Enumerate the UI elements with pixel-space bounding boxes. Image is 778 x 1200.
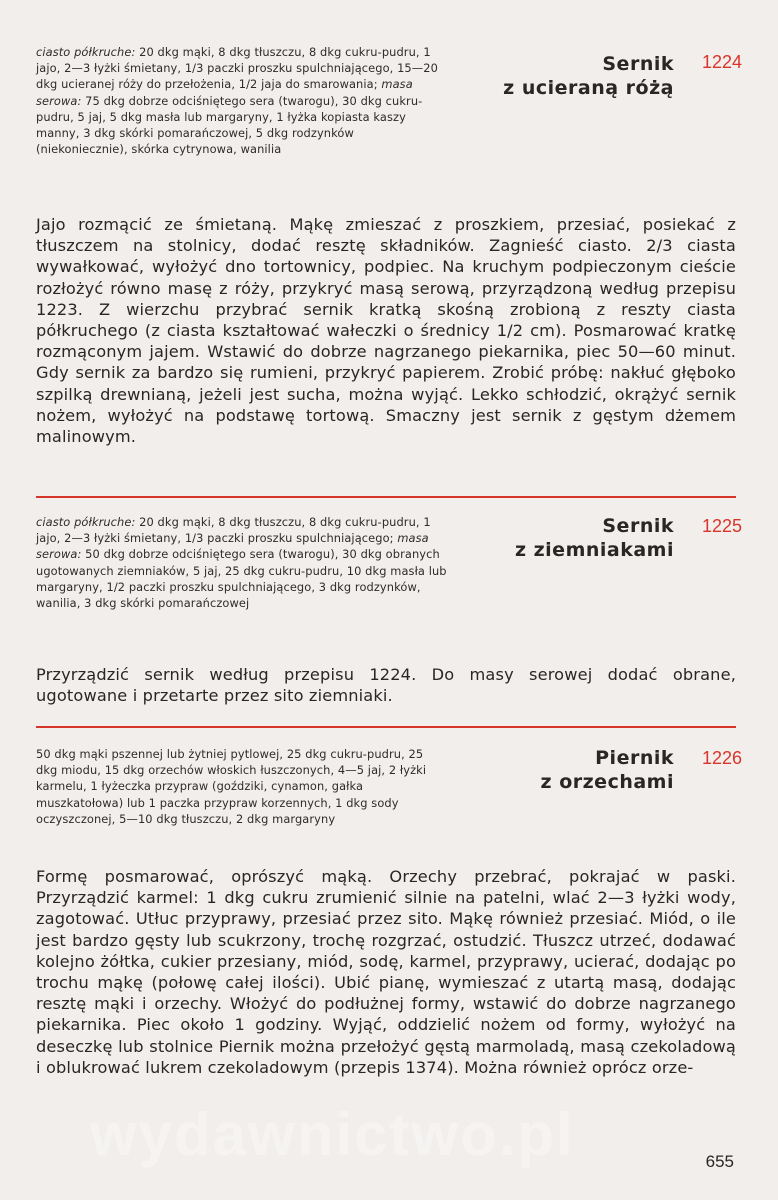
ingredients-text: 75 dkg dobrze odciśniętego sera (twarogu), 30 dkg cukru-pudru, 5 jaj, 5 dkg masła lub margaryny, 1 łyżka kopiasta kaszy manny, 3 dkg skórki pomarańczowej, 5 dkg rodzynków (niekoniecznie), skórka cytrynowa, wanilia (36, 93, 423, 157)
page-number: 655 (705, 1152, 734, 1171)
recipe-number: 1224 (701, 52, 742, 72)
recipe-number: 1226 (701, 748, 742, 768)
ingredients-text: 50 dkg mąki pszennej lub żytniej pytlowej, 25 dkg cukru-pudru, 25 dkg miodu, 15 dkg orzechów włoskich łuszczonych, 4—5 jaj, 2 łyżki karmelu, 1 łyżeczka przypraw (goździki, cynamon, gałka muszkatołowa) lub 1 paczka przypraw korzennych, 1 dkg sody oczyszczonej, 5—10 dkg tłuszczu, 2 dkg margaryny (36, 747, 427, 826)
section-divider (36, 726, 736, 728)
recipe-title-line2: z ziemniakami (514, 539, 674, 561)
recipe-title (541, 746, 674, 794)
recipe-title-line1: Sernik (602, 53, 674, 75)
recipe-title-line1: Sernik (602, 515, 674, 537)
recipe-title-line1: Piernik (595, 747, 674, 769)
ingredients-label: masa serowa: (36, 531, 429, 562)
recipe-1224 (36, 44, 742, 484)
ingredients-text: 50 dkg dobrze odciśniętego sera (twarogu), 30 dkg obranych ugotowanych ziemniaków, 5 jaj, 25 dkg cukru-pudru, 10 dkg masła lub margaryny, 1/2 paczki proszku spulchniającego, 3 dkg rodzynków, wanilia, 3 dkg skórki pomarańczowej (36, 547, 447, 611)
ingredients-label: ciasto półkruche: (36, 515, 136, 529)
recipe-title (503, 52, 674, 100)
recipe-1225 (36, 514, 742, 714)
recipe-title (515, 514, 674, 562)
ingredients-text: 20 dkg mąki, 8 dkg tłuszczu, 8 dkg cukru-pudru, 1 jajo, 2—3 łyżki śmietany, 1/3 paczki proszku spulchniającego; (36, 515, 431, 546)
recipe-method: Jajo rozmącić ze śmietaną. Mąkę zmieszać z proszkiem, przesiać, posiekać z tłuszczem na stolnicy, dodać resztę składników. Zagnieść ciasto. 2/3 ciasta wywałkować, wyłożyć dno tortownicy, podpiec. Na kruchym podpieczonym cieście rozłożyć równo masę z róży, przykryć masą serową, przyrządzoną według przepisu 1223. Z wierzchu przybrać sernik kratką skośną zrobioną z reszty ciasta półkruchego (z ciasta kształtować wałeczki o średnicy 1/2 cm). Posmarować kratkę rozmąconym jajem. Wstawić do dobrze nagrzanego piekarnika, piec 50—60 minut. Gdy sernik za bardzo się rumieni, przykryć papierem. Zrobić próbę: nakłuć głęboko szpilką drewnianą, jeżeli jest sucha, można wyjąć. Lekko schłodzić, okrążyć sernik nożem, wyłożyć na podstawę tortową. Smaczny jest sernik z gęstym dżemem malinowym. (36, 215, 736, 447)
recipe-title-line2: z orzechami (540, 771, 674, 793)
recipe-title-line2: z ucieraną różą (503, 77, 674, 99)
ingredients-list (36, 44, 448, 157)
recipe-number: 1225 (701, 516, 742, 536)
recipe-method: Formę posmarować, oprószyć mąką. Orzechy przebrać, pokrajać w paski. Przyrządzić karmel: 1 dkg cukru zrumienić silnie na patelni, wlać 2—3 łyżki wody, zagotować. Utłuc przyprawy, przesiać przez sito. Mąkę również przesiać. Miód, o ile jest bardzo gęsty lub scukrzony, trochę rozgrzać, ostudzić. Tłuszcz utrzeć, dodawać kolejno żółtka, cukier przesiany, miód, sodę, karmel, przyprawy, ucierać, dodając po trochu mąkę (połowę całej ilości). Ubić pianę, wymieszać z utartą masą, dodając resztę mąki i orzechy. Włożyć do podłużnej formy, wstawić do dobrze nagrzanego piekarnika. Piec około 1 godziny. Wyjąć, oddzielić nożem od formy, wyłożyć na deseczkę lub stolnice Piernik można przełożyć gęstą marmoladą, masą czekoladową i oblukrować lukrem czekoladowym (przepis 1374). Można również oprócz orze- (36, 867, 736, 1077)
watermark: wydawnictwo.pl (90, 1101, 575, 1168)
ingredients-list (36, 746, 448, 827)
recipe-method: Przyrządzić sernik według przepisu 1224. Do masy serowej dodać obrane, ugotowane i przetarte przez sito ziemniaki. (36, 665, 736, 706)
ingredients-label: masa serowa: (36, 77, 413, 108)
ingredients-list (36, 514, 448, 611)
ingredients-text: 20 dkg mąki, 8 dkg tłuszczu, 8 dkg cukru-pudru, 1 jajo, 2—3 łyżki śmietany, 1/3 paczki proszku spulchniającego, 15—20 dkg ucieranej róży do przełożenia, 1/2 jaja do smarowania; (36, 45, 438, 92)
section-divider (36, 496, 736, 498)
ingredients-label: ciasto półkruche: (36, 45, 136, 59)
